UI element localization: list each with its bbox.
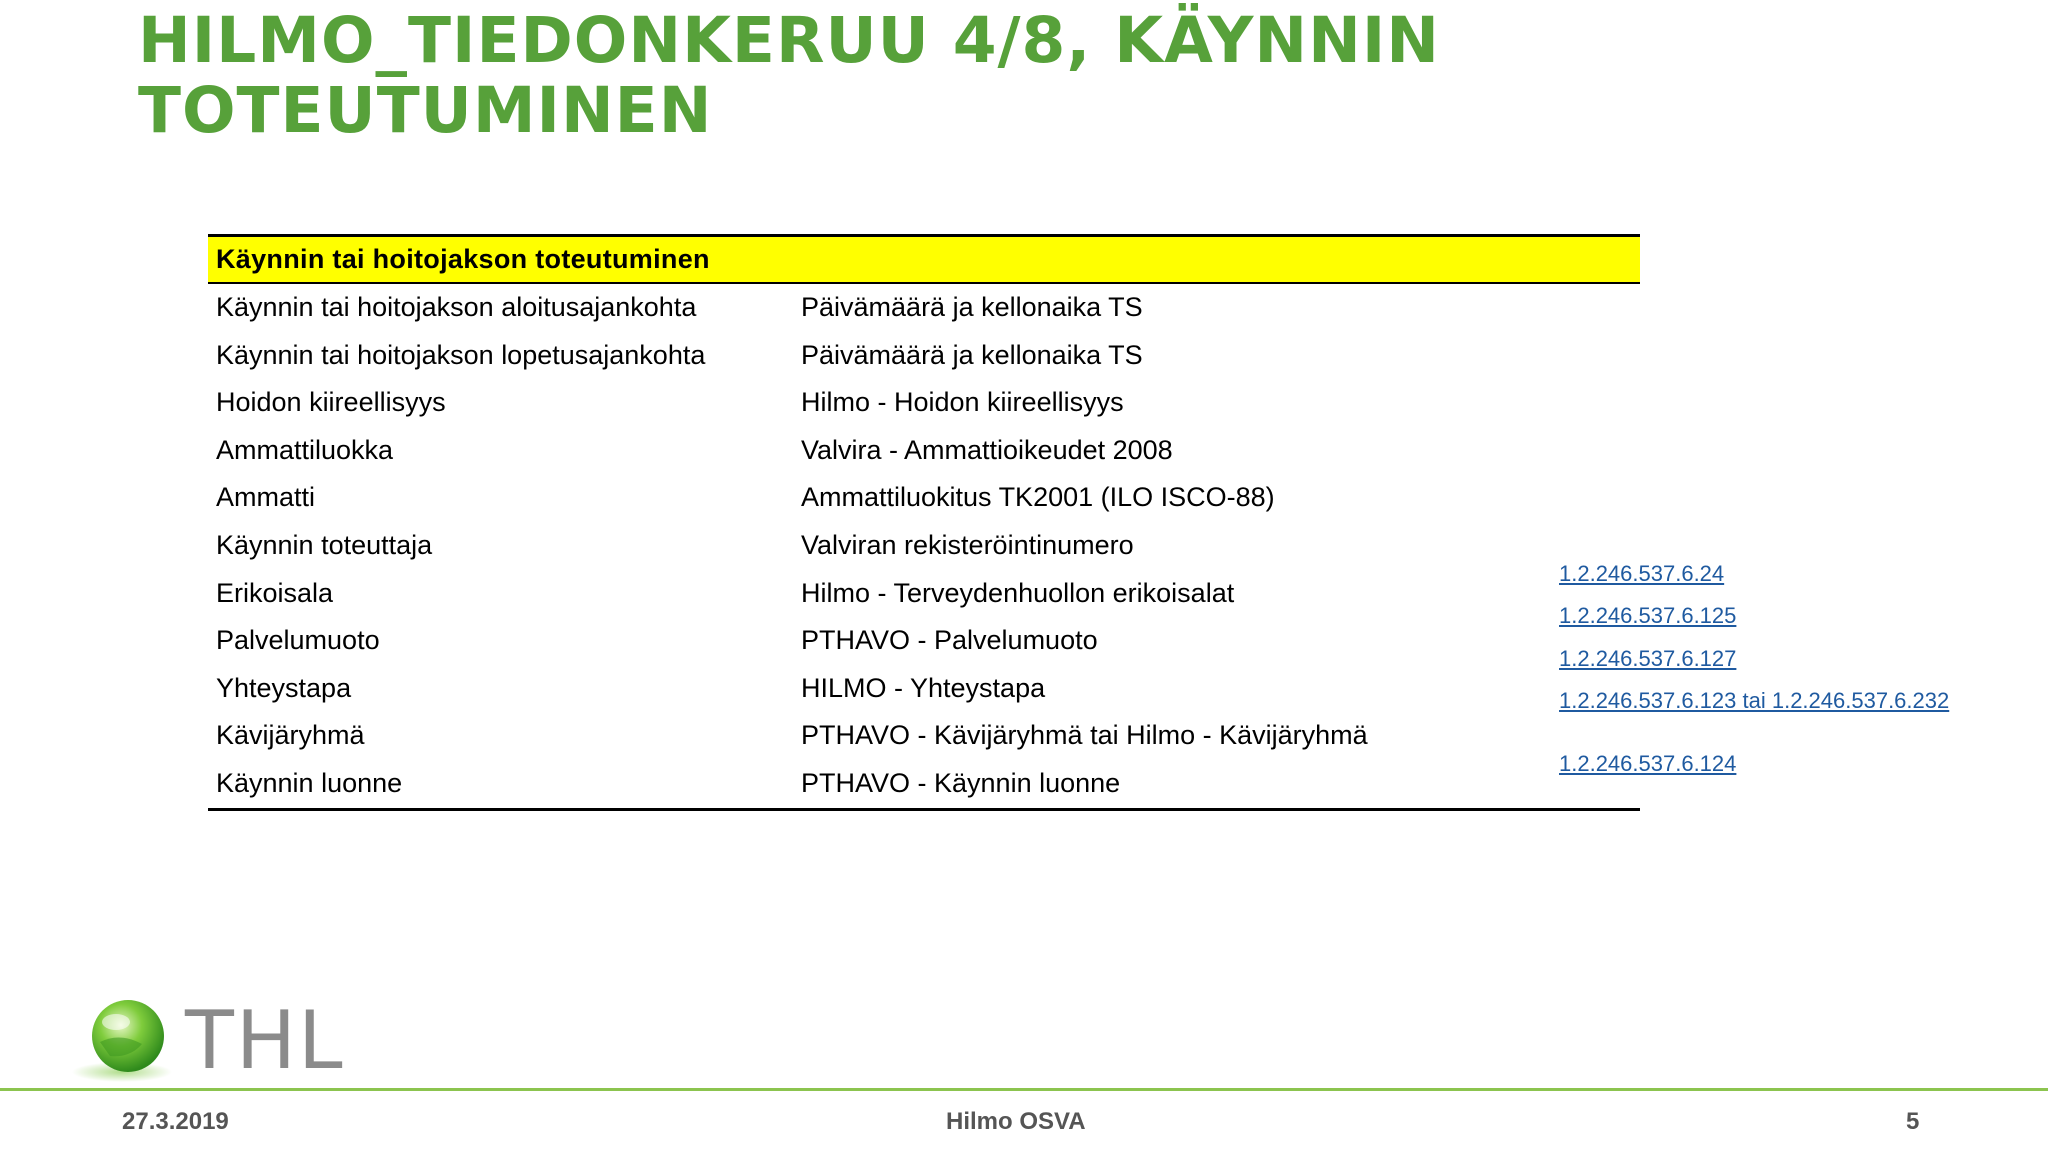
table-row <box>208 522 1640 570</box>
oid-link-erikoisala[interactable]: 1.2.246.537.6.24 <box>1559 561 1725 586</box>
row-code: Päivämäärä ja kellonaika TS <box>801 339 1143 370</box>
oid-link-palvelumuoto[interactable]: 1.2.246.537.6.125 <box>1559 603 1737 628</box>
row-name: Yhteystapa <box>216 672 352 703</box>
table-row <box>208 332 1640 380</box>
row-code: Valviran rekisteröintinumero <box>801 529 1134 560</box>
logo-text: THL <box>185 994 345 1087</box>
row-name: Käynnin tai hoitojakson lopetusajankohta <box>216 339 706 370</box>
row-name: Erikoisala <box>216 577 334 608</box>
row-name: Käynnin luonne <box>216 767 403 798</box>
row-code: Hilmo - Hoidon kiireellisyys <box>801 387 1124 418</box>
row-name: Ammatti <box>216 482 316 513</box>
table-row <box>208 284 1640 332</box>
row-code: Ammattiluokitus TK2001 (ILO ISCO-88) <box>801 482 1275 513</box>
table-row <box>208 474 1640 522</box>
footer-page-number: 5 <box>1906 1108 1920 1135</box>
slide-title-line-2: TOTEUTUMINEN <box>138 74 713 147</box>
row-name: Ammattiluokka <box>216 434 394 465</box>
row-name: Hoidon kiireellisyys <box>216 387 446 418</box>
table-row <box>208 427 1640 475</box>
table-row <box>208 379 1640 427</box>
row-name: Palvelumuoto <box>216 625 380 656</box>
oid-link-kavijaryhma[interactable]: 1.2.246.537.6.123 tai 1.2.246.537.6.232 <box>1559 688 1950 713</box>
green-globe-icon <box>70 996 180 1086</box>
table-row <box>208 712 1640 760</box>
table-header: Käynnin tai hoitojakson toteutuminen <box>208 237 1640 284</box>
row-code: Päivämäärä ja kellonaika TS <box>801 292 1143 322</box>
table-row <box>208 617 1640 665</box>
row-code: PTHAVO - Käynnin luonne <box>801 767 1121 798</box>
oid-link-kaynnin-luonne[interactable]: 1.2.246.537.6.124 <box>1559 751 1737 776</box>
footer-date: 27.3.2019 <box>122 1108 229 1135</box>
row-name: Kävijäryhmä <box>216 720 365 751</box>
row-code: Hilmo - Terveydenhuollon erikoisalat <box>801 577 1235 608</box>
footer-divider <box>0 1088 2048 1091</box>
slide-title <box>138 6 1918 146</box>
table-row <box>208 760 1640 808</box>
thl-logo <box>70 996 360 1086</box>
oid-link-yhteystapa[interactable]: 1.2.246.537.6.127 <box>1559 646 1737 671</box>
slide-title-line-1: HILMO_TIEDONKERUU 4/8, KÄYNNIN <box>138 4 1441 77</box>
row-name: Käynnin tai hoitojakson aloitusajankohta <box>216 292 697 322</box>
footer-presentation-name: Hilmo OSVA <box>946 1108 1086 1135</box>
row-name: Käynnin toteuttaja <box>216 529 433 560</box>
data-table <box>208 234 1640 811</box>
row-code: Valvira - Ammattioikeudet 2008 <box>801 434 1173 465</box>
row-code: HILMO - Yhteystapa <box>801 672 1046 703</box>
row-code: PTHAVO - Palvelumuoto <box>801 625 1098 656</box>
row-code: PTHAVO - Kävijäryhmä tai Hilmo - Kävijäryhmä <box>801 720 1368 751</box>
table-row <box>208 665 1640 713</box>
table-row <box>208 570 1640 618</box>
